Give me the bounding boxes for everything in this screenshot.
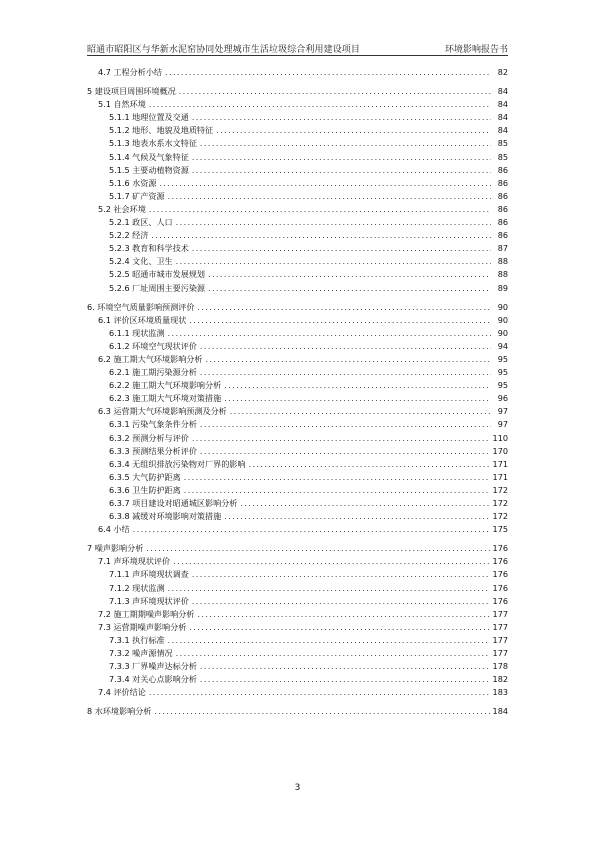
toc-dot-leader [154,706,489,716]
toc-entry-title: 6.3 运营期大气环境影响预测及分析 [98,406,227,417]
toc-entry[interactable] [87,341,508,354]
toc-entry-page: 110 [492,432,508,443]
toc-dot-leader [149,99,491,109]
toc-dot-leader [189,622,489,632]
toc-entry[interactable] [87,446,508,459]
toc-entry[interactable] [87,648,508,661]
page-number: 3 [294,783,301,793]
running-header [87,40,508,55]
toc-entry-title: 5 建设项目周围环境概况 [87,86,176,97]
toc-entry-page: 96 [497,393,508,404]
toc-dot-leader [216,125,491,135]
toc-entry[interactable] [87,459,508,472]
toc-entry-page: 183 [492,687,508,698]
toc-entry-page: 176 [492,569,508,580]
toc-dot-leader [192,152,491,162]
toc-entry-title: 7.3.3 厂界噪声达标分析 [109,661,197,672]
toc-entry-title: 7.3 运营期噪声影响分析 [98,621,187,632]
toc-entry-title: 6.3.1 污染气象条件分析 [109,419,197,430]
toc-entry[interactable] [87,569,508,582]
toc-entry[interactable] [87,511,508,524]
toc-entry-title: 5.1 自然环境 [98,99,146,110]
toc-dot-leader [133,524,490,534]
toc-entry[interactable] [87,315,508,328]
toc-dot-leader [197,609,489,619]
toc-dot-leader [151,230,491,240]
toc-entry-page: 97 [497,419,508,430]
toc-entry-page: 175 [492,524,508,535]
toc-entry[interactable] [87,622,508,635]
toc-entry-title: 5.2.2 经济 [109,230,149,241]
toc-entry-title: 7.3.1 执行标准 [109,634,165,645]
toc-entry-page: 177 [492,648,508,659]
toc-entry-title: 7.1.3 声环境现状评价 [109,595,189,606]
toc-entry-page: 184 [492,706,508,717]
toc-dot-leader [176,217,491,227]
toc-dot-leader [176,256,491,266]
toc-entry[interactable] [87,256,508,269]
toc-entry-title: 6.3.6 卫生防护距离 [109,484,181,495]
toc-entry-page: 178 [492,661,508,672]
toc-dot-leader [184,485,490,495]
toc-entry-title: 7.4 评价结论 [98,687,146,698]
toc-dot-leader [168,328,491,338]
toc-entry[interactable] [87,380,508,393]
toc-dot-leader [192,112,491,122]
toc-entry-page: 176 [492,595,508,606]
toc-dot-leader [240,498,489,508]
toc-entry-page: 97 [497,406,508,417]
toc-dot-leader [159,178,491,188]
toc-entry-title: 6.3.5 大气防护距离 [109,471,181,482]
toc-entry[interactable] [87,178,508,191]
toc-dot-leader [176,648,490,658]
toc-entry-page: 86 [497,230,508,241]
toc-entry[interactable] [87,354,508,367]
toc-dot-leader [200,367,491,377]
header-document-type: 环境影响报告书 [444,45,508,55]
toc-entry[interactable] [87,485,508,498]
toc-entry[interactable] [87,204,508,217]
toc-dot-leader [189,315,491,325]
toc-entry-page: 86 [497,217,508,228]
toc-dot-leader [200,138,491,148]
toc-entry[interactable] [87,67,508,80]
toc-entry-title: 5.2.1 政区、人口 [109,217,173,228]
toc-dot-leader [208,283,491,293]
toc-entry[interactable] [87,125,508,138]
toc-entry-page: 86 [497,203,508,214]
toc-entry-title: 7.1 声环境现状评价 [98,556,171,567]
toc-entry-title: 6.2 施工期大气环境影响分析 [98,353,203,364]
toc-entry-page: 90 [497,301,508,312]
toc-dot-leader [192,243,491,253]
toc-entry-page: 88 [497,256,508,267]
toc-dot-leader [168,191,491,201]
toc-entry-title: 5.1.4 气候及气象特征 [109,151,189,162]
toc-entry-title: 5.2.4 文化、卫生 [109,256,173,267]
toc-entry[interactable] [87,112,508,125]
toc-entry-page: 86 [497,190,508,201]
toc-entry-title: 7.3.2 噪声源情况 [109,648,173,659]
toc-entry-title: 6.1 评价区环境质量现状 [98,314,187,325]
toc-entry-page: 170 [492,445,508,456]
toc-dot-leader [224,511,489,521]
toc-dot-leader [168,635,490,645]
toc-dot-leader [149,687,490,697]
toc-entry-title: 5.1.5 主要动植物资源 [109,164,189,175]
toc-entry-page: 172 [492,484,508,495]
toc-entry-title: 6.1.2 环境空气现状评价 [109,340,197,351]
toc-entry[interactable] [87,543,508,556]
toc-entry[interactable] [87,328,508,341]
toc-dot-leader [200,341,491,351]
toc-entry[interactable] [87,283,508,296]
toc-entry-title: 6.2.1 施工期污染源分析 [109,367,197,378]
toc-entry-page: 86 [497,177,508,188]
toc-dot-leader [192,569,490,579]
toc-entry-page: 87 [497,243,508,254]
toc-entry-page: 84 [497,112,508,123]
toc-entry-page: 176 [492,582,508,593]
toc-dot-leader [192,165,491,175]
toc-entry-title: 5.1.2 地形、地貌及地质特征 [109,125,214,136]
toc-dot-leader [168,583,490,593]
toc-entry-title: 5.1.6 水资源 [109,177,157,188]
toc-entry-page: 90 [497,327,508,338]
toc-entry[interactable] [87,556,508,569]
toc-entry[interactable] [87,524,508,537]
toc-entry[interactable] [87,674,508,687]
toc-entry-page: 171 [492,458,508,469]
header-divider [87,55,508,56]
toc-entry[interactable] [87,138,508,151]
toc-entry[interactable] [87,472,508,485]
toc-entry-page: 86 [497,164,508,175]
toc-dot-leader [197,302,491,312]
toc-dot-leader [149,204,491,214]
table-of-contents [87,67,508,720]
toc-entry[interactable] [87,393,508,406]
toc-entry[interactable] [87,596,508,609]
toc-entry[interactable] [87,583,508,596]
toc-dot-leader [184,472,490,482]
toc-entry[interactable] [87,269,508,282]
toc-entry-title: 5.1.1 地理位置及交通 [109,112,189,123]
toc-entry[interactable] [87,86,508,99]
toc-entry-title: 6.2.2 施工期大气环境影响分析 [109,380,222,391]
header-project-title: 昭通市昭阳区与华新水泥窑协同处理城市生活垃圾综合利用建设项目 [87,45,361,55]
toc-entry-title: 5.2.5 昭通市城市发展规划 [109,269,206,280]
toc-entry-page: 84 [497,99,508,110]
toc-entry[interactable] [87,433,508,446]
toc-entry[interactable] [87,230,508,243]
toc-entry-title: 5.1.3 地表水系水文特征 [109,138,197,149]
toc-entry-page: 177 [492,608,508,619]
toc-entry[interactable] [87,191,508,204]
toc-entry[interactable] [87,419,508,432]
toc-entry-title: 5.2 社会环境 [98,203,146,214]
toc-entry-title: 6.3.3 预测结果分析评价 [109,445,197,456]
toc-entry[interactable] [87,687,508,700]
toc-entry-title: 7.2 施工期期噪声影响分析 [98,608,195,619]
toc-entry-title: 6.4 小结 [98,524,130,535]
toc-entry-page: 95 [497,380,508,391]
toc-dot-leader [179,86,491,96]
toc-entry-page: 94 [497,340,508,351]
toc-entry-page: 84 [497,125,508,136]
toc-dot-leader [200,446,490,456]
toc-entry-page: 177 [492,634,508,645]
toc-dot-leader [224,393,491,403]
toc-entry-title: 7.3.4 对关心点影响分析 [109,674,197,685]
toc-dot-leader [200,661,490,671]
toc-dot-leader [165,67,491,77]
toc-entry-title: 6.2.3 施工期大气环境对策措施 [109,393,222,404]
toc-entry[interactable] [87,706,508,719]
toc-entry-page: 182 [492,674,508,685]
toc-entry-page: 90 [497,314,508,325]
toc-entry-title: 8 水环境影响分析 [87,706,152,717]
toc-entry-page: 172 [492,498,508,508]
toc-entry-page: 172 [492,511,508,522]
toc-entry-page: 84 [497,86,508,97]
toc-entry[interactable] [87,217,508,230]
toc-entry-title: 5.2.3 教育和科学技术 [109,243,189,254]
toc-dot-leader [173,556,489,566]
toc-entry[interactable] [87,406,508,419]
toc-dot-leader [146,543,489,553]
toc-entry-page: 82 [497,67,508,77]
toc-dot-leader [192,433,490,443]
toc-dot-leader [200,419,491,429]
toc-entry[interactable] [87,635,508,648]
toc-entry-title: 6.3.7 项目建设对昭通城区影响分析 [109,498,238,508]
toc-entry-page: 85 [497,151,508,162]
toc-entry-page: 176 [492,543,508,554]
toc-entry-page: 88 [497,269,508,280]
toc-entry-title: 7.1.1 声环境现状调查 [109,569,189,580]
toc-dot-leader [208,269,491,279]
toc-entry-title: 5.1.7 矿产资源 [109,190,165,201]
toc-entry[interactable] [87,661,508,674]
toc-entry[interactable] [87,302,508,315]
toc-entry-page: 177 [492,621,508,632]
toc-entry-title: 6.3.2 预测分析与评价 [109,432,189,443]
toc-dot-leader [230,406,491,416]
toc-entry-page: 89 [497,282,508,293]
toc-entry-page: 171 [492,471,508,482]
toc-dot-leader [248,459,489,469]
toc-entry-title: 6.3.8 减缓对环境影响对策措施 [109,511,222,522]
toc-entry-title: 6.3.4 无组织排放污染物对厂界的影响 [109,458,246,469]
toc-entry-title: 7.1.2 现状监测 [109,582,165,593]
toc-entry[interactable] [87,498,508,511]
toc-entry-title: 6.1.1 现状监测 [109,327,165,338]
toc-entry[interactable] [87,243,508,256]
toc-dot-leader [205,354,491,364]
toc-entry-page: 95 [497,353,508,364]
toc-entry[interactable] [87,609,508,622]
toc-entry-title: 7 噪声影响分析 [87,543,144,554]
toc-dot-leader [224,380,491,390]
toc-entry-title: 4.7 工程分析小结 [98,67,163,77]
toc-entry-page: 95 [497,367,508,378]
toc-entry[interactable] [87,99,508,112]
toc-entry-title: 5.2.6 厂址周围主要污染源 [109,282,206,293]
toc-entry[interactable] [87,165,508,178]
toc-entry-page: 176 [492,556,508,567]
toc-entry[interactable] [87,152,508,165]
toc-entry-title: 6. 环境空气质量影响预测评价 [87,301,195,312]
toc-entry[interactable] [87,367,508,380]
toc-dot-leader [192,596,490,606]
toc-dot-leader [200,674,490,684]
toc-entry-page: 85 [497,138,508,149]
